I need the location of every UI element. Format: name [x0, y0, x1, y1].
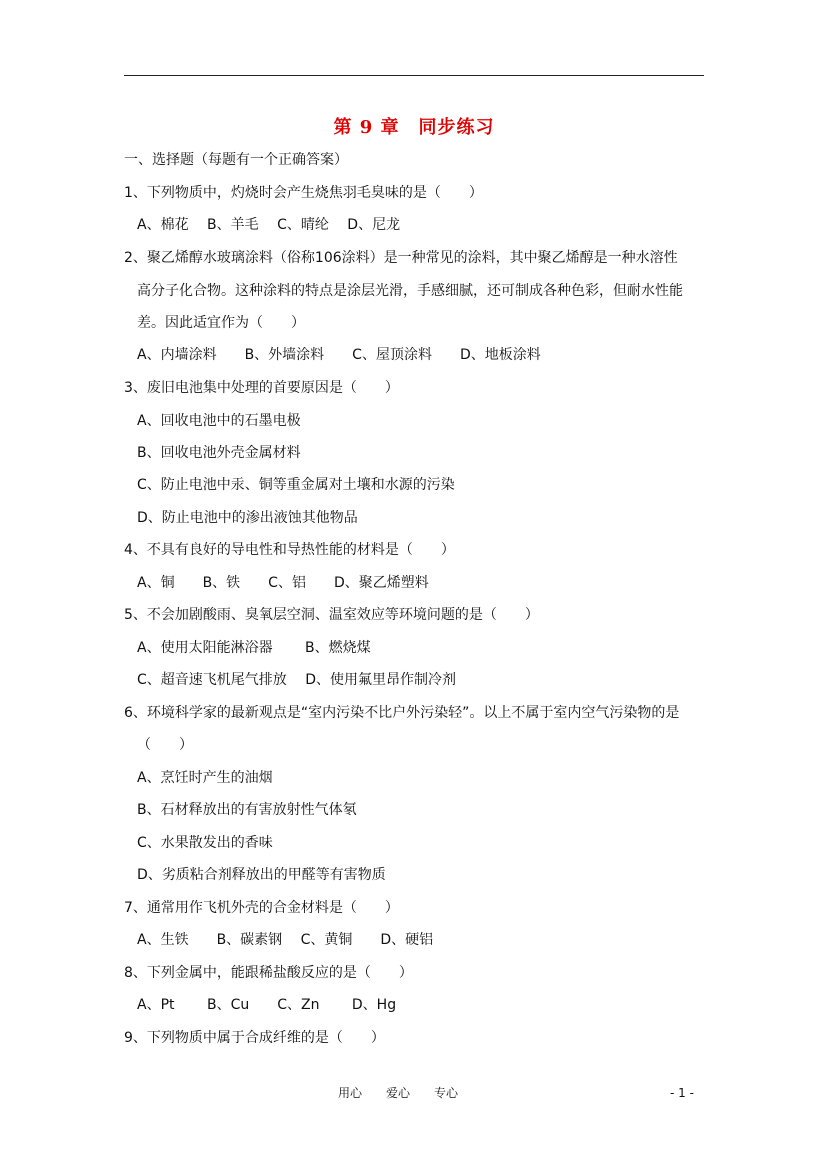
section-heading: 一、选择题（每题有一个正确答案） — [124, 152, 348, 168]
question-3-option-d: D、防止电池中的渗出液蚀其他物品 — [137, 510, 358, 526]
question-2-stem-line-3: 差。因此适宜作为（ ） — [137, 315, 305, 331]
question-6-option-d: D、劣质粘合剂释放出的甲醛等有害物质 — [137, 867, 386, 883]
question-8-options: A、Pt B、Cu C、Zn D、Hg — [137, 997, 397, 1013]
question-3-option-b: B、回收电池外壳金属材料 — [137, 445, 301, 461]
question-4-options: A、铜 B、铁 C、铝 D、聚乙烯塑料 — [137, 575, 429, 591]
question-8-stem: 8、下列金属中，能跟稀盐酸反应的是（ ） — [124, 965, 413, 981]
header-rule — [124, 75, 704, 76]
question-9-stem: 9、下列物质中属于合成纤维的是（ ） — [124, 1030, 385, 1046]
question-4-stem: 4、不具有良好的导电性和导热性能的材料是（ ） — [124, 542, 455, 558]
question-6-stem-line-1: 6、环境科学家的最新观点是“室内污染不比户外污染轻”。以上不属于室内空气污染物的是 — [124, 705, 680, 721]
question-2-options: A、内墙涂料 B、外墙涂料 C、屋顶涂料 D、地板涂料 — [137, 347, 541, 363]
question-3-stem: 3、废旧电池集中处理的首要原因是（ ） — [124, 380, 399, 396]
question-5-options-line-2: C、超音速飞机尾气排放 D、使用氟里昂作制冷剂 — [137, 672, 457, 688]
question-5-options-line-1: A、使用太阳能淋浴器 B、燃烧煤 — [137, 640, 371, 656]
question-2-stem-line-2: 高分子化合物。这种涂料的特点是涂层光滑，手感细腻，还可制成各种色彩，但耐水性能 — [137, 283, 683, 299]
question-6-option-b: B、石材释放出的有害放射性气体氡 — [137, 802, 357, 818]
question-1-options: A、棉花 B、羊毛 C、晴纶 D、尼龙 — [137, 217, 401, 233]
question-6-option-c: C、水果散发出的香味 — [137, 835, 273, 851]
page-title: 第 9 章 同步练习 — [333, 117, 495, 138]
page-number: - 1 - — [670, 1086, 694, 1100]
question-2-stem-line-1: 2、聚乙烯醇水玻璃涂料（俗称106涂料）是一种常见的涂料，其中聚乙烯醇是一种水溶性 — [124, 250, 678, 266]
footer-motto: 用心 爱心 专心 — [338, 1086, 459, 1100]
question-3-option-a: A、回收电池中的石墨电极 — [137, 413, 301, 429]
question-1-stem: 1、下列物质中，灼烧时会产生烧焦羽毛臭味的是（ ） — [124, 185, 483, 201]
question-7-stem: 7、通常用作飞机外壳的合金材料是（ ） — [124, 900, 399, 916]
question-6-option-a: A、烹饪时产生的油烟 — [137, 770, 273, 786]
question-3-option-c: C、防止电池中汞、铜等重金属对土壤和水源的污染 — [137, 477, 455, 493]
question-5-stem: 5、不会加剧酸雨、臭氧层空洞、温室效应等环境问题的是（ ） — [124, 607, 539, 623]
question-7-options: A、生铁 B、碳素钢 C、黄铜 D、硬铝 — [137, 932, 434, 948]
question-6-stem-line-2: （ ） — [137, 737, 193, 753]
